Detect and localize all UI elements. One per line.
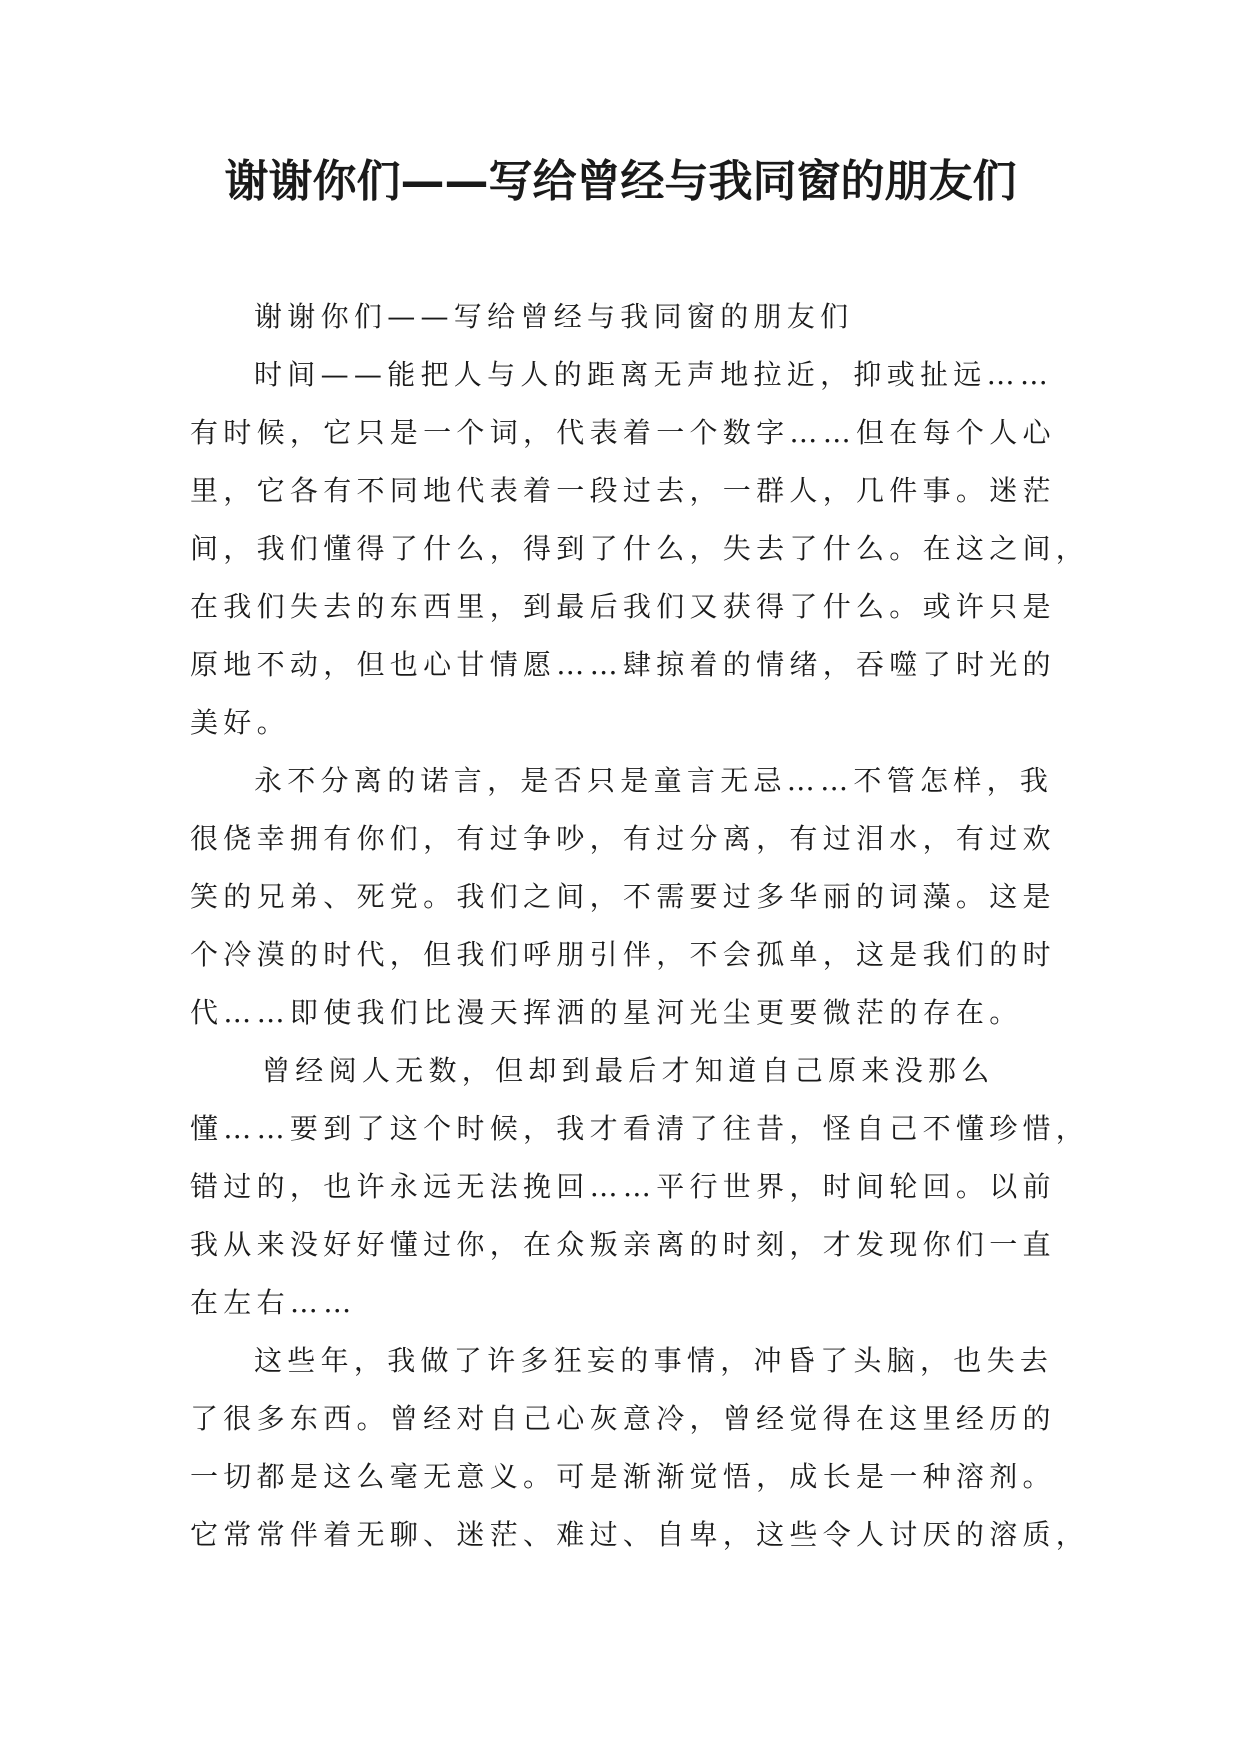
text-line: 曾经阅人无数，但却到最后才知道自己原来没那么 bbox=[262, 1054, 995, 1087]
text-line: 笑的兄弟、死党。我们之间，不需要过多华丽的词藻。这是 bbox=[190, 880, 1056, 913]
text-line: 很侥幸拥有你们，有过争吵，有过分离，有过泪水，有过欢 bbox=[190, 822, 1056, 855]
text-line: 时间——能把人与人的距离无声地拉近，抑或扯远…… bbox=[254, 358, 1054, 391]
text-line: 我从来没好好懂过你，在众叛亲离的时刻，才发现你们一直 bbox=[190, 1228, 1056, 1261]
text-line: 错过的，也许永远无法挽回……平行世界，时间轮回。以前 bbox=[190, 1170, 1056, 1203]
text-line: 了很多东西。曾经对自己心灰意冷，曾经觉得在这里经历的 bbox=[190, 1402, 1056, 1435]
document-title: 谢谢你们——写给曾经与我同窗的朋友们 bbox=[224, 156, 1017, 207]
text-line: 有时候，它只是一个词，代表着一个数字……但在每个人心 bbox=[190, 416, 1056, 449]
document-body bbox=[190, 288, 1090, 1564]
text-line: 它常常伴着无聊、迷茫、难过、自卑，这些令人讨厌的溶质， bbox=[190, 1518, 1090, 1551]
text-line: 在左右…… bbox=[190, 1286, 357, 1319]
text-line: 谢谢你们——写给曾经与我同窗的朋友们 bbox=[254, 300, 854, 333]
text-line: 个冷漠的时代，但我们呼朋引伴，不会孤单，这是我们的时 bbox=[190, 938, 1056, 971]
text-line: 代……即使我们比漫天挥洒的星河光尘更要微茫的存在。 bbox=[190, 996, 1023, 1029]
text-line: 里，它各有不同地代表着一段过去，一群人，几件事。迷茫 bbox=[190, 474, 1056, 507]
text-line: 美好。 bbox=[190, 706, 290, 739]
text-line: 在我们失去的东西里，到最后我们又获得了什么。或许只是 bbox=[190, 590, 1056, 623]
text-line: 这些年，我做了许多狂妄的事情，冲昏了头脑，也失去 bbox=[254, 1344, 1054, 1377]
text-line: 间，我们懂得了什么，得到了什么，失去了什么。在这之间， bbox=[190, 532, 1090, 565]
text-line: 一切都是这么毫无意义。可是渐渐觉悟，成长是一种溶剂。 bbox=[190, 1460, 1056, 1493]
text-line: 原地不动，但也心甘情愿……肆掠着的情绪，吞噬了时光的 bbox=[190, 648, 1056, 681]
text-line: 永不分离的诺言，是否只是童言无忌……不管怎样，我 bbox=[254, 764, 1054, 797]
text-line: 懂……要到了这个时候，我才看清了往昔，怪自己不懂珍惜， bbox=[190, 1112, 1090, 1145]
